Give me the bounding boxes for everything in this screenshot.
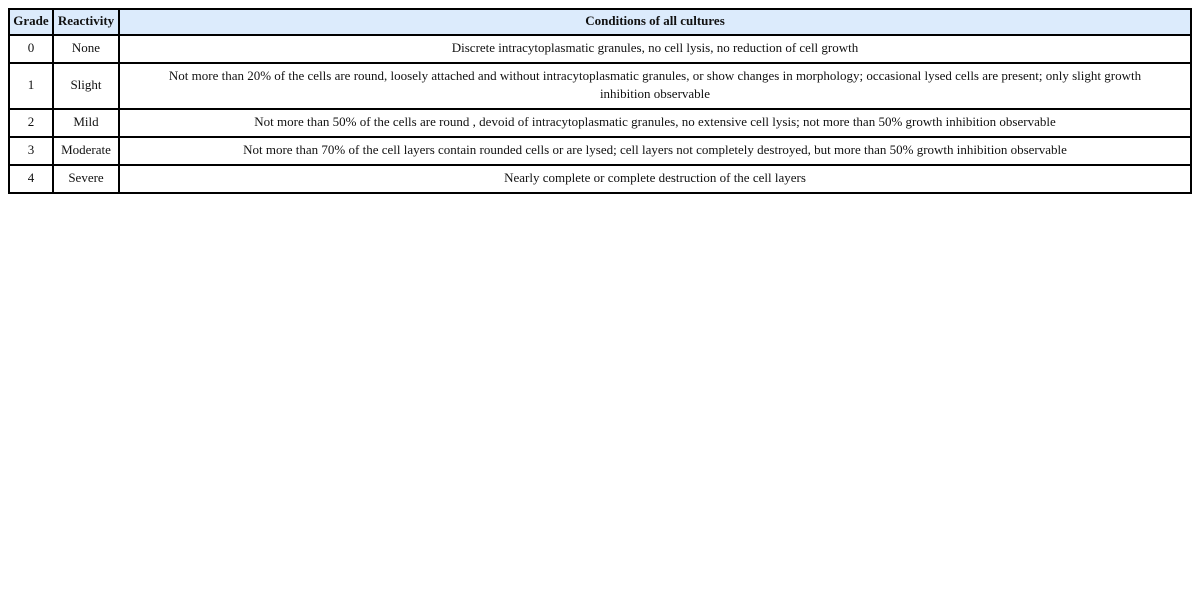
header-row: [9, 9, 1191, 35]
cell-reactivity: None: [53, 35, 119, 63]
table-row: [9, 109, 1191, 137]
cell-grade: 2: [9, 109, 53, 137]
cell-conditions: Discrete intracytoplasmatic granules, no cell lysis, no reduction of cell growth: [119, 35, 1191, 63]
cell-conditions: Not more than 50% of the cells are round , devoid of intracytoplasmatic granules, no extensive cell lysis; not more than 50% growth inhibition observable: [119, 109, 1191, 137]
reactivity-grades-table-container: [8, 8, 1192, 194]
cell-grade: 1: [9, 63, 53, 109]
cell-grade: 4: [9, 165, 53, 193]
cell-conditions: Nearly complete or complete destruction of the cell layers: [119, 165, 1191, 193]
cell-reactivity: Slight: [53, 63, 119, 109]
table-header: [9, 9, 1191, 35]
table-row: [9, 137, 1191, 165]
table-row: [9, 63, 1191, 109]
reactivity-grades-table: [8, 8, 1192, 194]
cell-reactivity: Mild: [53, 109, 119, 137]
cell-grade: 3: [9, 137, 53, 165]
cell-conditions: Not more than 70% of the cell layers contain rounded cells or are lysed; cell layers not completely destroyed, but more than 50% growth inhibition observable: [119, 137, 1191, 165]
table-row: [9, 35, 1191, 63]
table-body: [9, 35, 1191, 193]
cell-conditions: Not more than 20% of the cells are round, loosely attached and without intracytoplasmatic granules, or show changes in morphology; occasional lysed cells are present; only slight growth inhibition observable: [119, 63, 1191, 109]
header-reactivity: Reactivity: [53, 9, 119, 35]
cell-reactivity: Severe: [53, 165, 119, 193]
cell-reactivity: Moderate: [53, 137, 119, 165]
header-grade: Grade: [9, 9, 53, 35]
table-row: [9, 165, 1191, 193]
header-conditions: Conditions of all cultures: [119, 9, 1191, 35]
cell-grade: 0: [9, 35, 53, 63]
